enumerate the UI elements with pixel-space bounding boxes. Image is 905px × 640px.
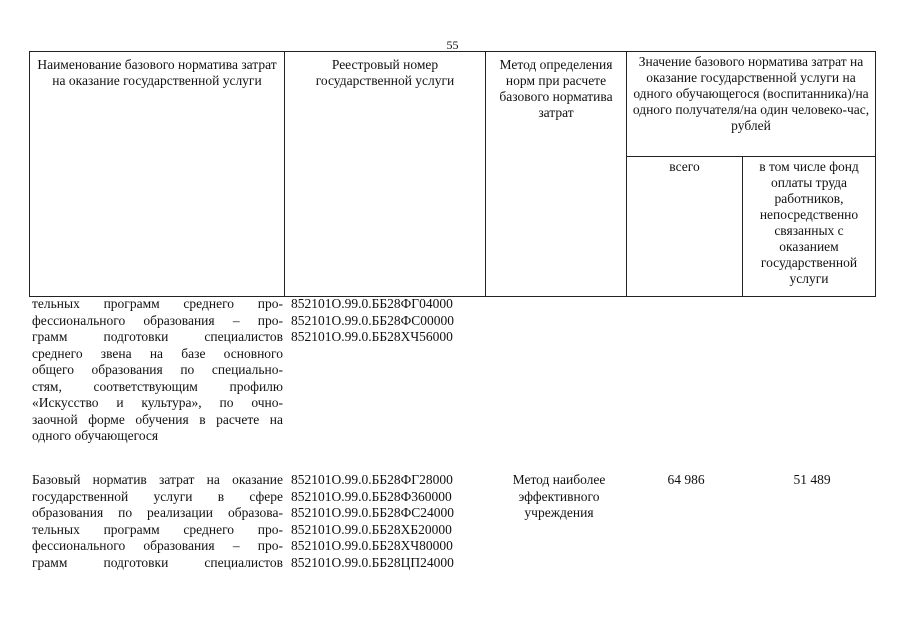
row1-name bbox=[32, 296, 283, 445]
row2-method: Метод наиболее эффективного учреждения bbox=[512, 472, 606, 520]
row1-name-line: одного обучающегося bbox=[32, 428, 159, 443]
row1-name-line: «Искусство и культура», по очно- bbox=[32, 395, 283, 410]
registry-number: 852101О.99.0.ББ28ФС00000 bbox=[291, 312, 455, 328]
registry-number: 852101О.99.0.ББ28ФС24000 bbox=[291, 505, 455, 520]
registry-number: 852101О.99.0.ББ28ХЧ56000 bbox=[291, 329, 453, 344]
row2-wage-fund: 51 489 bbox=[793, 472, 831, 487]
header-registry: Реестровый номер государственной услуги bbox=[285, 52, 486, 297]
registry-number: 852101О.99.0.ББ28ХЧ80000 bbox=[291, 538, 453, 553]
registry-number: 852101О.99.0.ББ28Ф360000 bbox=[291, 488, 452, 504]
header-name: Наименование базового норматива затрат на оказание государственной услуги bbox=[30, 52, 285, 297]
row1-name-line: среднего звена на базе основного bbox=[32, 345, 283, 361]
header-total: всего bbox=[627, 157, 743, 297]
row2-registry bbox=[291, 472, 491, 571]
registry-number: 852101О.99.0.ББ28ХБ20000 bbox=[291, 521, 452, 537]
row2-name-line: образования по реализации образова- bbox=[32, 505, 283, 520]
row2-name-line: грамм подготовки специалистов bbox=[32, 554, 283, 570]
row1-registry bbox=[291, 296, 491, 346]
row2-total: 64 986 bbox=[667, 472, 705, 487]
header-wage-fund: в том числе фонд оплаты труда работников, непосредственно связанных с оказанием государственной услуги bbox=[743, 157, 876, 297]
row1-name-line: заочной форме обучения в расчете на bbox=[32, 411, 283, 427]
header-method: Метод определения норм при расчете базового норматива затрат bbox=[486, 52, 627, 297]
page-number: 55 bbox=[446, 38, 459, 52]
row1-name-line: грамм подготовки специалистов bbox=[32, 329, 283, 344]
row1-name-line: общего образования по специально- bbox=[32, 362, 283, 377]
row2-name-line: фессионального образования – про- bbox=[32, 538, 283, 553]
table-header bbox=[29, 51, 876, 297]
row2-name-line: государственной услуги в сфере bbox=[32, 488, 283, 504]
row1-name-line: фессионального образования – про- bbox=[32, 312, 283, 328]
row2-name-line: Базовый норматив затрат на оказание bbox=[32, 472, 283, 487]
row2-name bbox=[32, 472, 283, 571]
row1-name-line: тельных программ среднего про- bbox=[32, 296, 283, 311]
header-value: Значение базового норматива затрат на оказание государственной услуги на одного обучающегося (воспитанника)/на одного получателя/на один человеко-час, рублей bbox=[627, 52, 876, 157]
row2-name-line: тельных программ среднего про- bbox=[32, 521, 283, 537]
registry-number: 852101О.99.0.ББ28ФГ04000 bbox=[291, 296, 453, 311]
registry-number: 852101О.99.0.ББ28ФГ28000 bbox=[291, 472, 453, 487]
registry-number: 852101О.99.0.ББ28ЦП24000 bbox=[291, 554, 454, 570]
row1-name-line: стям, соответствующим профилю bbox=[32, 378, 283, 394]
